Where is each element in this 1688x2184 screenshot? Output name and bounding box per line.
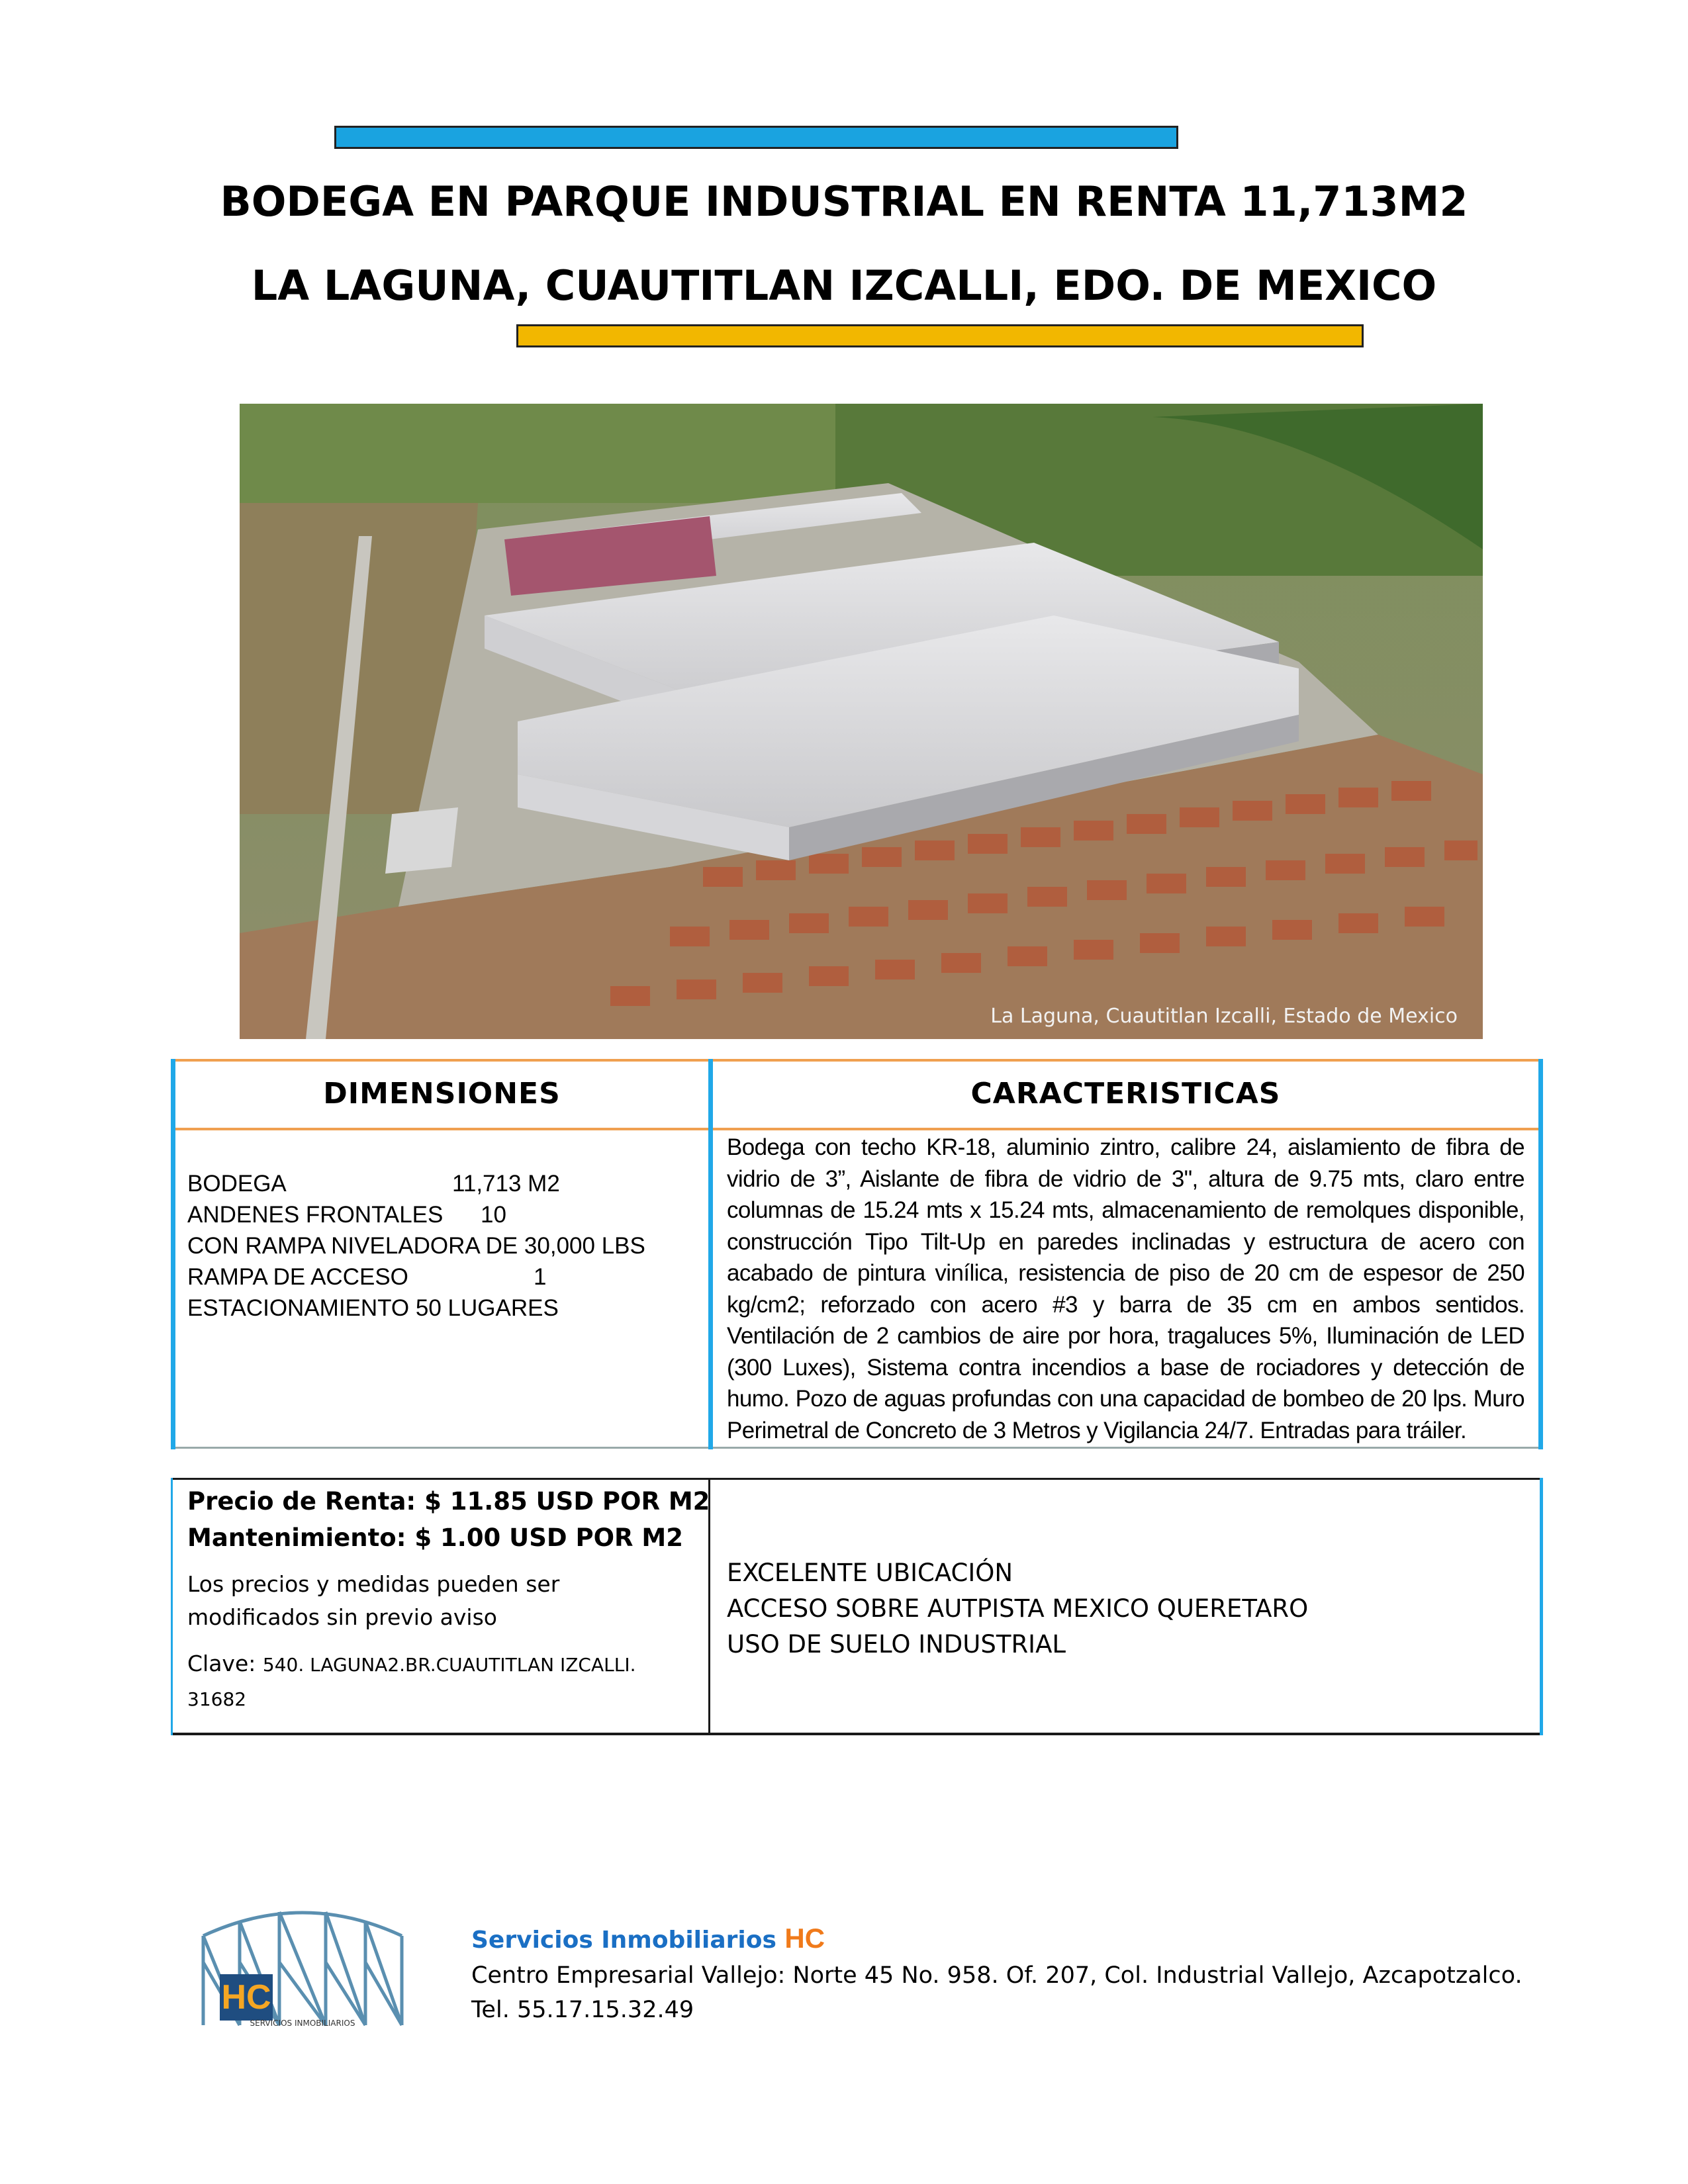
page-title: BODEGA EN PARQUE INDUSTRIAL EN RENTA 11,713M2 xyxy=(220,177,1468,226)
company-name: Servicios Inmobiliarios HC xyxy=(471,1923,825,1954)
specs-table xyxy=(171,1059,1543,1449)
maintenance-price: Mantenimiento: $ 1.00 USD POR M2 xyxy=(187,1524,683,1552)
feature-item: USO DE SUELO INDUSTRIAL xyxy=(727,1630,1066,1659)
features-list xyxy=(727,1555,1308,1662)
company-address: Centro Empresarial Vallejo: Norte 45 No. 958. Of. 207, Col. Industrial Vallejo, Azcapotzalco. xyxy=(471,1962,1523,1989)
pricing-table xyxy=(171,1478,1543,1736)
photo-caption: La Laguna, Cuautitlan Izcalli, Estado de Mexico xyxy=(990,1005,1458,1028)
page-subtitle: LA LAGUNA, CUAUTITLAN IZCALLI, EDO. DE MEXICO xyxy=(251,261,1437,310)
pricing-cell xyxy=(187,1483,710,1716)
feature-item: ACCESO SOBRE AUTPISTA MEXICO QUERETARO xyxy=(727,1594,1309,1623)
company-logo xyxy=(193,1896,412,2028)
dimension-row-estacionamiento: ESTACIONAMIENTO 50 LUGARES xyxy=(187,1295,559,1321)
aerial-render-image xyxy=(240,404,1483,1039)
property-key: Clave: 540. LAGUNA2.BR.CUAUTITLAN IZCALLI. 31682 xyxy=(187,1651,636,1710)
dimension-row-andenes: ANDENES FRONTALES 10 xyxy=(187,1202,506,1228)
dimensions-list xyxy=(187,1168,645,1324)
rent-price: Precio de Renta: $ 11.85 USD POR M2 xyxy=(187,1487,710,1516)
dimension-row-rampa-acceso: RAMPA DE ACCESO 1 xyxy=(187,1264,547,1290)
characteristics-text: Bodega con techo KR-18, aluminio zintro, calibre 24, aislamiento de fibra de vidrio de 3”, Aislante de fibra de vidrio de 3", altura de 9.75 mts, claro entre columnas de 15.24 mts x 15.24 mts, almacenamiento de remolques disponible, construcción Tipo Tilt-Up en paredes inclinadas y estructura de acero con acabado de pintura vinílica, resistencia de piso de 20 cm de espesor de 250 kg/cm2; reforzado con acero #3 y barra de 35 cm en ambos sentidos. Ventilación de 2 cambios de aire por hora, tragaluces 5%, Iluminación de LED (300 Luxes), Sistema contra incendios a base de rociadores y detección de humo. Pozo de aguas profundas con una capacidad de bombeo de 20 lps. Muro Perimetral de Concreto de 3 Metros y Vigilancia 24/7. Entradas para tráiler. xyxy=(727,1134,1524,1443)
price-disclaimer: Los precios y medidas pueden ser modificados sin previo aviso xyxy=(187,1571,560,1630)
feature-item: EXCELENTE UBICACIÓN xyxy=(727,1559,1013,1587)
dimension-row-rampa-niveladora: CON RAMPA NIVELADORA DE 30,000 LBS xyxy=(187,1233,645,1259)
dimension-row-bodega: BODEGA 11,713 M2 xyxy=(187,1171,560,1197)
decorative-gold-bar xyxy=(516,324,1364,347)
dimensions-header: DIMENSIONES xyxy=(323,1077,561,1111)
decorative-blue-bar xyxy=(334,126,1178,149)
svg-text:HC: HC xyxy=(221,1978,271,2017)
characteristics-header: CARACTERISTICAS xyxy=(970,1077,1281,1111)
company-phone: Tel. 55.17.15.32.49 xyxy=(471,1997,694,2023)
svg-text:SERVICIOS INMOBILIARIOS: SERVICIOS INMOBILIARIOS xyxy=(250,2019,355,2028)
